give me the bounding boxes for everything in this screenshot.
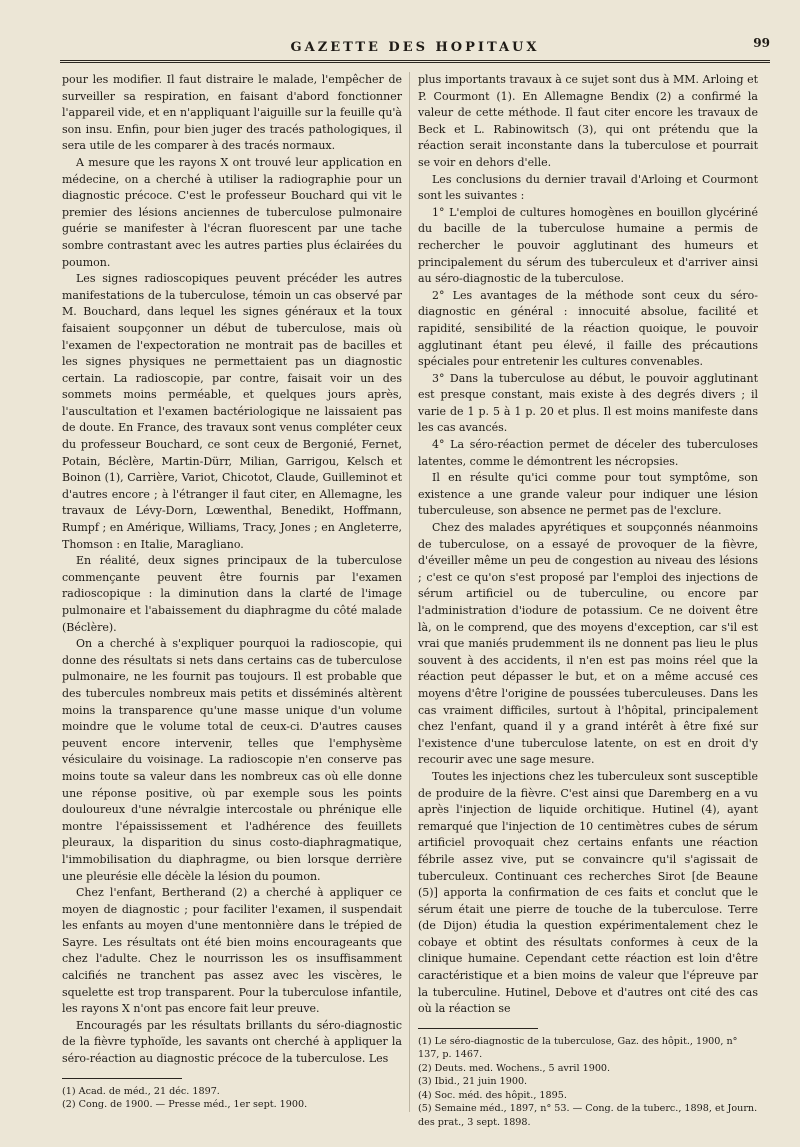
paragraph: A mesure que les rayons X ont trouvé leur application en médecine, on a cherché à utiliser la radiographie pour un diagnostic précoce. C'est le professeur Bouchard qui vit le premier des lésions anciennes de tuberculose pulmonaire guérie se manifester à l'écran fluorescent par une tache sombre contrastant avec les autres parties plus éclairées du poumon. bbox=[62, 155, 402, 269]
numbered-item: 2° Les avantages de la méthode sont ceux du séro-diagnostic en général : innocuité absolue, facilité et rapidité, sensibilité de la réaction quoique, le pouvoir agglutinant étant peu élevé, il faille des précautions spéciales pour entretenir les cultures convenables. bbox=[418, 288, 758, 369]
footnotes bbox=[418, 1035, 758, 1130]
paragraph: Chez des malades apyrétiques et soupçonnés néanmoins de tuberculose, on a essayé de provoquer de la fièvre, d'éveiller même un peu de congestion au niveau des lésions ; c'est ce qu'on s'est proposé par l'emploi des injections de sérum artificiel ou de tuberculine, ou encore par l'administration d'iodure de potassium. Ce ne doivent être là, on le comprend, que des moyens d'exception, car s'il est vrai que maniés prudemment ils ne donnent pas lieu le plus souvent à des accidents, il n'en est pas moins réel que la réaction peut dépasser le but, et on a même accusé ces moyens d'être l'origine de poussées tuberculeuses. Dans les cas vraiment difficiles, surtout à l'hôpital, principalement chez l'enfant, quand il y a grand intérêt à être fixé sur l'existence d'une tuberculose latente, on est en droit d'y recourir avec une sage mesure. bbox=[418, 521, 758, 767]
journal-title: GAZETTE DES HOPITAUX bbox=[290, 40, 540, 55]
left-column bbox=[62, 72, 402, 1112]
paragraph: En réalité, deux signes principaux de la tuberculose commençante peuvent être fournis par l'examen radioscopique : la diminution dans la clarté de l'image pulmonaire et l'abaissement du diaphragme du côté malade (Béclère). bbox=[62, 554, 402, 634]
page-number: 99 bbox=[753, 36, 770, 50]
paragraph: Il en résulte qu'ici comme pour tout symptôme, son existence a une grande valeur pour indiquer une lésion tuberculeuse, son absence ne permet pas de l'exclure. bbox=[418, 471, 758, 518]
footnote-rule bbox=[418, 1028, 538, 1029]
footnote: (5) Semaine méd., 1897, n° 53. — Cong. de la tuberc., 1898, et Journ. des prat., 3 sept. 1898. bbox=[418, 1103, 758, 1128]
footnote: (2) Deuts. med. Wochens., 5 avril 1900. bbox=[418, 1062, 611, 1074]
footnote-rule bbox=[62, 1078, 182, 1079]
footnote: (4) Soc. méd. des hôpit., 1895. bbox=[418, 1089, 567, 1101]
footnote: (1) Le séro-diagnostic de la tuberculose, Gaz. des hôpit., 1900, n° 137, p. 1467. bbox=[418, 1035, 738, 1061]
paragraph: Encouragés par les résultats brillants du séro-diagnostic de la fièvre typhoïde, les savants ont cherché à appliquer la séro-réaction au diagnostic précoce de la tuberculose. Les bbox=[62, 1018, 402, 1066]
footnote: (3) Ibid., 21 juin 1900. bbox=[418, 1076, 528, 1088]
paragraph: Chez l'enfant, Bertherand (2) a cherché à appliquer ce moyen de diagnostic ; pour faciliter l'examen, il suspendait les enfants au moyen d'une mentonnière dans le trépied de Sayre. Les résultats ont été bien moins encourageants que chez l'adulte. Chez le nourrisson les os insuffisamment calcifiés ne tranchent pas assez avec les viscères, le squelette est trop transparent. Pour la tuberculose infantile, les rayons X n'ont pas encore fait leur preuve. bbox=[62, 886, 402, 1016]
paragraph: plus importants travaux à ce sujet sont dus à MM. Arloing et P. Courmont (1). En Allemagne Bendix (2) a confirmé la valeur de cette méthode. Il faut citer encore les travaux de Beck et L. Rabinowitsch (3), qui ont prétendu que la réaction serait inconstante dans la tuberculose et pourrait se voir en dehors d'elle. bbox=[418, 73, 758, 169]
numbered-item: 4° La séro-réaction permet de déceler des tuberculoses latentes, comme le démontrent les nécropsies. bbox=[418, 438, 758, 468]
paragraph: Les conclusions du dernier travail d'Arloing et Courmont sont les suivantes : bbox=[418, 172, 758, 203]
footnotes bbox=[62, 1085, 402, 1112]
paragraph: pour les modifier. Il faut distraire le malade, l'empêcher de surveiller sa respiration, en faisant d'abord fonctionner l'appareil vide, et en n'appliquant l'aiguille sur la feuille qu'à son insu. Enfin, pour bien juger des tracés pathologiques, il sera utile de les comparer à des tracés normaux. bbox=[62, 73, 402, 153]
footnote: (2) Cong. de 1900. — Presse méd., 1er sept. 1900. bbox=[62, 1099, 308, 1111]
paragraph: Toutes les injections chez les tuberculeux sont susceptible de produire de la fièvre. C'est ainsi que Daremberg en a vu après l'injection de liquide orchitique. Hutinel (4), ayant remarqué que l'injection de 10 centimètres cubes de sérum artificiel provoquait chez certains enfants une réaction fébrile assez vive, put se convaincre qu'il s'agissait de tuberculeux. Continuant ces recherches Sirot [de Beaune (5)] apporta la confirmation de ces faits et conclut que le sérum était une pierre de touche de la tuberculose. Terre (de Dijon) étudia la question expérimentalement chez le cobaye et obtint des résultats conformes à ceux de la clinique humaine. Cependant cette réaction est loin d'être caractéristique et a bien moins de valeur que l'épreuve par la tuberculine. Hutinel, Debove et d'autres ont cité des cas où la réaction se bbox=[418, 769, 758, 1016]
numbered-item: 3° Dans la tuberculose au début, le pouvoir agglutinant est presque constant, mais existe à des degrés divers ; il varie de 1 p. 5 à 1 p. 20 et plus. Il est moins manifeste dans les cas avancés. bbox=[418, 371, 758, 435]
paragraph: On a cherché à s'expliquer pourquoi la radioscopie, qui donne des résultats si nets dans certains cas de tuberculose pulmonaire, ne les fournit pas toujours. Il est probable que des tubercules nombreux mais petits et disséminés altèrent moins la transparence qu'une masse unique d'un volume moindre que le volume total de ceux-ci. D'autres causes peuvent encore intervenir, telles que l'emphysème vésiculaire du voisinage. La radioscopie n'en conserve pas moins toute sa valeur dans les nombreux cas où elle donne une réponse positive, où par exemple sous les points douloureux d'une névralgie intercostale ou phrénique elle montre l'épaississement et l'adhérence des feuillets pleuraux, la disparition du sinus costo-diaphragmatique, l'immobilisation du diaphragme, ou bien lorsque derrière une pleurésie elle décèle la lésion du poumon. bbox=[62, 637, 402, 883]
right-column bbox=[418, 72, 758, 1129]
page-header bbox=[60, 36, 770, 63]
footnote: (1) Acad. de méd., 21 déc. 1897. bbox=[62, 1085, 220, 1097]
numbered-item: 1° L'emploi de cultures homogènes en bouillon glycériné du bacille de la tuberculose humaine a permis de rechercher le pouvoir agglutinant des humeurs et principalement du sérum des tuberculeux et d'arriver ainsi au séro-diagnostic de la tuberculose. bbox=[418, 205, 758, 286]
paragraph: Les signes radioscopiques peuvent précéder les autres manifestations de la tuberculose, témoin un cas observé par M. Bouchard, dans lequel les signes généraux et la toux faisaient soupçonner un début de tuberculose, mais où l'examen de l'expectoration ne montrait pas de bacilles et les signes physiques ne permettaient pas un diagnostic certain. La radioscopie, par contre, faisait voir un des sommets moins perméable, et quelques jours après, l'auscultation et l'examen bactériologique ne laissaient pas de doute. En France, des travaux sont venus compléter ceux du professeur Bouchard, ce sont ceux de Bergonié, Fernet, Potain, Béclère, Martin-Dürr, Milian, Garrigou, Kelsch et Boinon (1), Carrière, Variot, Chicotot, Claude, Guilleminot et d'autres encore ; à l'étranger il faut citer, en Allemagne, les travaux de Lévy-Dorn, Lœwenthal, Benedikt, Hoffmann, Rumpf ; en Amérique, Williams, Tracy, Jones ; en Angleterre, Thomson : en Italie, Maragliano. bbox=[62, 272, 402, 551]
column-divider bbox=[409, 72, 410, 1112]
